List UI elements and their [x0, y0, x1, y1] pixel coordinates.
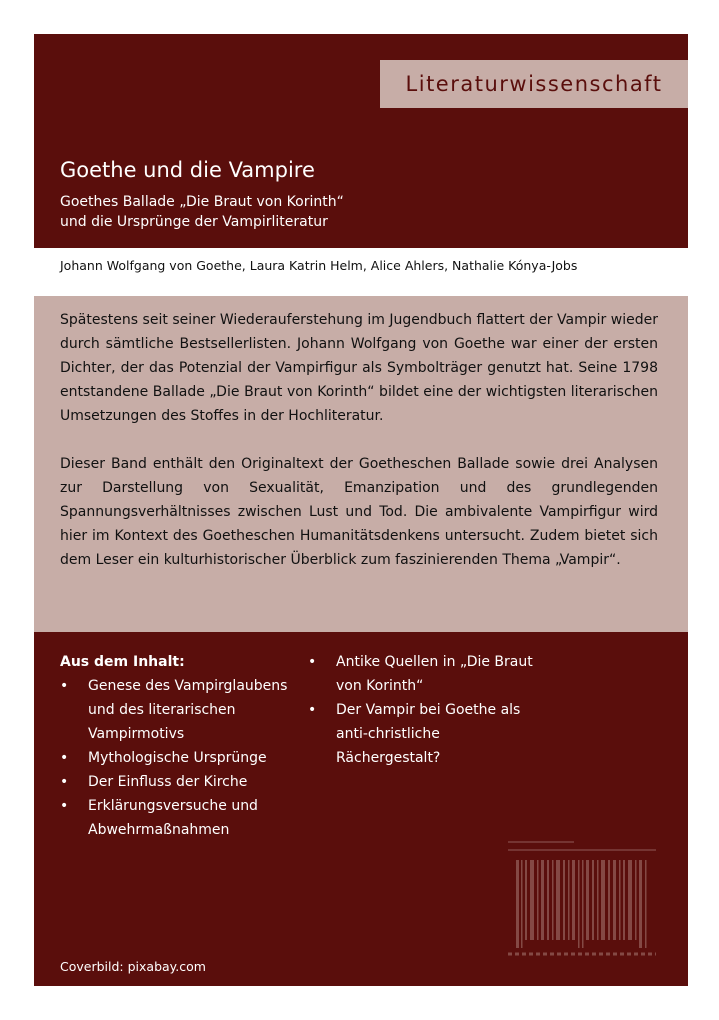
book-title: Goethe und die Vampire [60, 158, 315, 182]
list-item: • Mythologische Ursprünge [60, 746, 300, 770]
category-label: Literaturwissenschaft [380, 60, 688, 108]
blurb-paragraph: Spätestens seit seiner Wiederauferstehung im Jugendbuch flattert der Vampir wieder durch sämtliche Bestsellerlisten. Johann Wolfgang von Goethe war einer der ersten Dichter, der das Potenzial der Vampirfigur als Symbolträger genutzt hat. Seine 1798 entstandene Ballade „Die Braut von Korinth“ bildet eine der wichtigsten literarischen Umsetzungen des Stoffes in der Hochliteratur. [60, 312, 658, 424]
cover-image-credit: Coverbild: pixabay.com [60, 959, 206, 974]
list-item: • Der Einfluss der Kirche [60, 770, 300, 794]
subtitle-line: Goethes Ballade „Die Braut von Korinth“ [60, 194, 344, 210]
authors: Johann Wolfgang von Goethe, Laura Katrin Helm, Alice Ahlers, Nathalie Kónya-Jobs [60, 258, 578, 273]
barcode [508, 838, 656, 960]
list-item: • Antike Quellen in „Die Braut von Korinth“ [308, 650, 538, 698]
blurb-paragraph: Dieser Band enthält den Originaltext der Goetheschen Ballade sowie drei Analysen zur Darstellung von Sexualität, Emanzipation und des grundlegenden Spannungsverhältnisses zwischen Lust und Tod. Die ambivalente Vampirfigur wird hier im Kontext des Goetheschen Humanitätsdenkens untersucht. Zudem bietet sich dem Leser ein kulturhistorischer Überblick zum faszinierenden Thema „Vampir“. [60, 456, 658, 568]
contents-heading: Aus dem Inhalt: [60, 654, 185, 670]
subtitle-line: und die Ursprünge der Vampirliteratur [60, 214, 328, 230]
contents-list-left [60, 674, 300, 842]
list-item: • Der Vampir bei Goethe als anti-christliche Rächergestalt? [308, 698, 538, 770]
blurb [60, 308, 658, 572]
book-subtitle [60, 192, 344, 232]
list-item: • Genese des Vampirglaubens und des literarischen Vampirmotivs [60, 674, 300, 746]
list-item: • Erklärungsversuche und Abwehrmaßnahmen [60, 794, 300, 842]
contents-list-right [308, 650, 538, 770]
